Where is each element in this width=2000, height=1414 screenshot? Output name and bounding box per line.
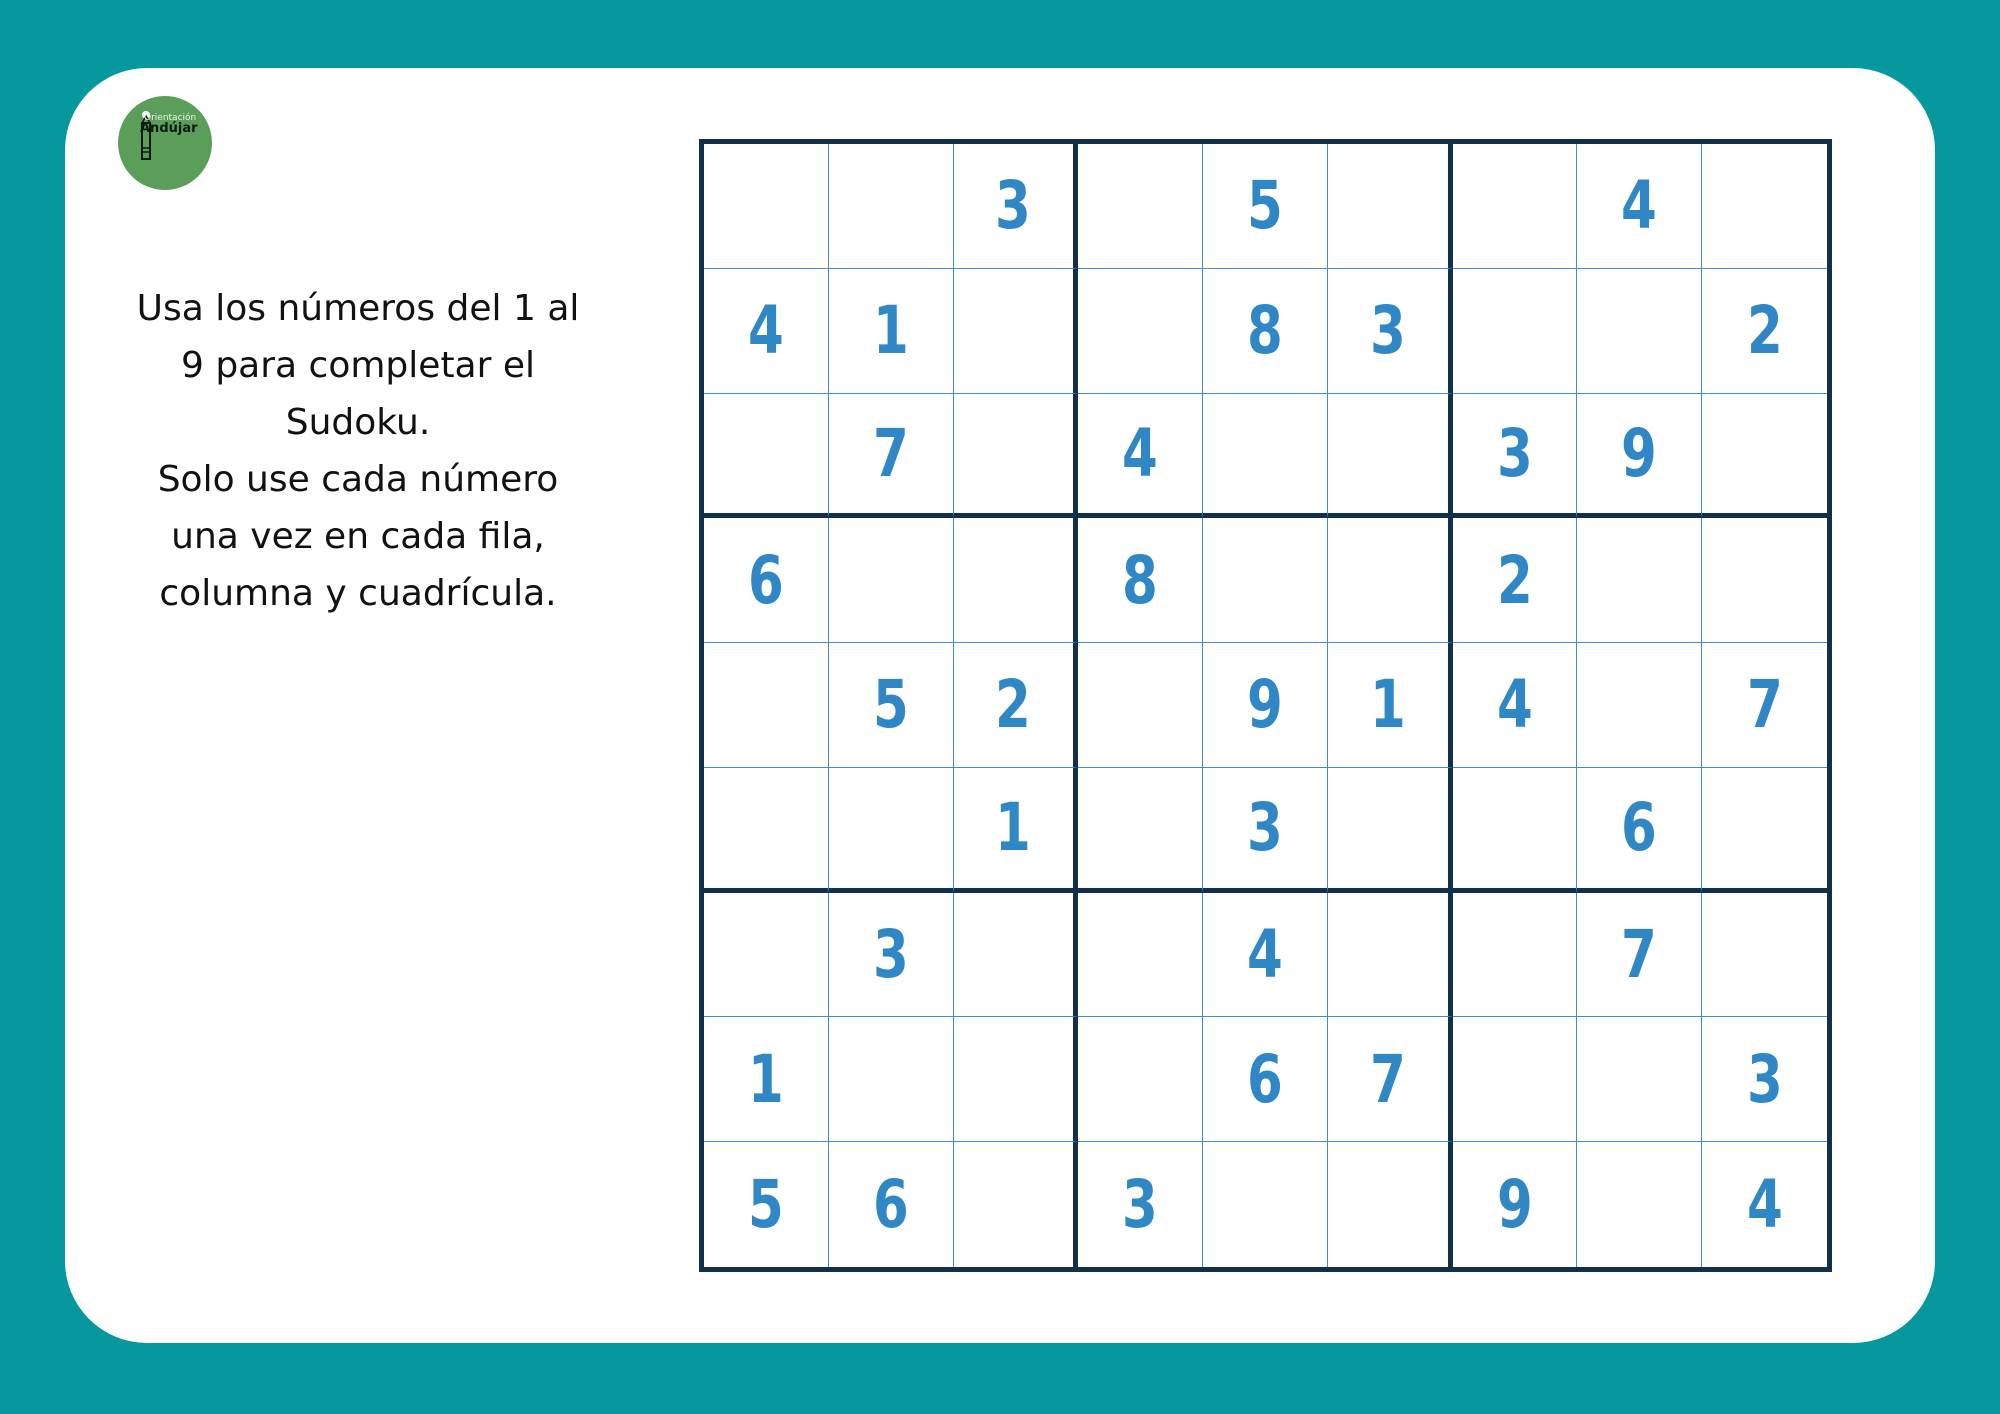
cell-digit: 7: [1621, 916, 1658, 994]
sudoku-empty-cell[interactable]: [954, 1142, 1079, 1267]
sudoku-given-cell: [1453, 394, 1578, 519]
cell-digit: 8: [1122, 541, 1159, 619]
sudoku-empty-cell[interactable]: [704, 643, 829, 768]
sudoku-given-cell: [1702, 643, 1827, 768]
cell-digit: 2: [1496, 541, 1533, 619]
cell-digit: 1: [995, 789, 1032, 867]
sudoku-given-cell: [829, 643, 954, 768]
cell-digit: 4: [1496, 666, 1533, 744]
sudoku-empty-cell[interactable]: [829, 144, 954, 269]
sudoku-given-cell: [1328, 643, 1453, 768]
cell-digit: 3: [1496, 414, 1533, 492]
logo-name: Andújar: [140, 121, 198, 136]
cell-digit: 3: [1746, 1040, 1783, 1118]
sudoku-empty-cell[interactable]: [1453, 768, 1578, 893]
cell-digit: 4: [1746, 1166, 1783, 1244]
cell-digit: 1: [1369, 666, 1406, 744]
sudoku-board: [699, 139, 1832, 1272]
logo-tagline: Orientación: [144, 113, 197, 123]
cell-digit: 4: [1122, 414, 1159, 492]
sudoku-empty-cell[interactable]: [1203, 394, 1328, 519]
sudoku-given-cell: [1078, 518, 1203, 643]
sudoku-empty-cell[interactable]: [1328, 394, 1453, 519]
sudoku-empty-cell[interactable]: [1577, 1017, 1702, 1142]
sudoku-empty-cell[interactable]: [1577, 1142, 1702, 1267]
sudoku-given-cell: [829, 394, 954, 519]
sudoku-empty-cell[interactable]: [1328, 1142, 1453, 1267]
cell-digit: 7: [1369, 1040, 1406, 1118]
cell-digit: 1: [747, 1040, 784, 1118]
cell-digit: 7: [872, 414, 909, 492]
sudoku-given-cell: [1702, 269, 1827, 394]
cell-digit: 4: [747, 292, 784, 370]
cell-digit: 3: [995, 167, 1032, 245]
sudoku-empty-cell[interactable]: [1577, 518, 1702, 643]
sudoku-empty-cell[interactable]: [829, 518, 954, 643]
cell-digit: 6: [747, 541, 784, 619]
instructions-text: [112, 280, 604, 622]
sudoku-given-cell: [1453, 1142, 1578, 1267]
sudoku-empty-cell[interactable]: [1078, 893, 1203, 1018]
sudoku-empty-cell[interactable]: [829, 768, 954, 893]
sudoku-empty-cell[interactable]: [1702, 768, 1827, 893]
sudoku-empty-cell[interactable]: [954, 893, 1079, 1018]
sudoku-given-cell: [1078, 1142, 1203, 1267]
sudoku-empty-cell[interactable]: [1702, 893, 1827, 1018]
cell-digit: 3: [1369, 292, 1406, 370]
sudoku-empty-cell[interactable]: [1702, 518, 1827, 643]
sudoku-given-cell: [1453, 643, 1578, 768]
sudoku-given-cell: [1702, 1017, 1827, 1142]
sudoku-given-cell: [954, 643, 1079, 768]
sudoku-given-cell: [1203, 144, 1328, 269]
sudoku-empty-cell[interactable]: [1328, 768, 1453, 893]
sudoku-given-cell: [1203, 1017, 1328, 1142]
sudoku-empty-cell[interactable]: [1702, 144, 1827, 269]
cell-digit: 6: [872, 1166, 909, 1244]
cell-digit: 3: [872, 916, 909, 994]
sudoku-given-cell: [1203, 269, 1328, 394]
cell-digit: 4: [1621, 167, 1658, 245]
instruction-line: Usa los números del 1 al: [136, 288, 580, 329]
cell-digit: 9: [1621, 414, 1658, 492]
sudoku-given-cell: [1577, 768, 1702, 893]
cell-digit: 5: [747, 1166, 784, 1244]
cell-digit: 6: [1247, 1040, 1283, 1118]
cell-digit: 9: [1496, 1166, 1533, 1244]
sudoku-empty-cell[interactable]: [1328, 144, 1453, 269]
sudoku-given-cell: [829, 1142, 954, 1267]
instruction-line: Solo use cada número: [157, 459, 559, 500]
sudoku-empty-cell[interactable]: [1078, 144, 1203, 269]
sudoku-given-cell: [1577, 394, 1702, 519]
sudoku-given-cell: [954, 768, 1079, 893]
sudoku-given-cell: [1078, 394, 1203, 519]
sudoku-given-cell: [829, 893, 954, 1018]
pencil-icon: [118, 96, 212, 190]
sudoku-given-cell: [704, 1017, 829, 1142]
sudoku-empty-cell[interactable]: [1702, 394, 1827, 519]
sudoku-empty-cell[interactable]: [1453, 269, 1578, 394]
cell-digit: 2: [995, 666, 1032, 744]
orientacion-andujar-logo: [118, 96, 212, 190]
cell-digit: 5: [872, 666, 909, 744]
sudoku-given-cell: [1702, 1142, 1827, 1267]
sudoku-empty-cell[interactable]: [1577, 269, 1702, 394]
sudoku-given-cell: [829, 269, 954, 394]
cell-digit: 1: [872, 292, 909, 370]
sudoku-given-cell: [1577, 144, 1702, 269]
cell-digit: 8: [1247, 292, 1283, 370]
sudoku-empty-cell[interactable]: [954, 518, 1079, 643]
sudoku-given-cell: [1577, 893, 1702, 1018]
cell-digit: 9: [1247, 666, 1283, 744]
sudoku-given-cell: [1203, 768, 1328, 893]
sudoku-empty-cell[interactable]: [1078, 643, 1203, 768]
instruction-line: una vez en cada fila,: [171, 516, 545, 557]
instruction-line: columna y cuadrícula.: [159, 573, 557, 614]
sudoku-given-cell: [1328, 269, 1453, 394]
sudoku-given-cell: [704, 1142, 829, 1267]
sudoku-empty-cell[interactable]: [1453, 893, 1578, 1018]
sudoku-empty-cell[interactable]: [1328, 518, 1453, 643]
sudoku-empty-cell[interactable]: [1203, 518, 1328, 643]
sudoku-empty-cell[interactable]: [704, 394, 829, 519]
cell-digit: 4: [1247, 916, 1283, 994]
sudoku-empty-cell[interactable]: [704, 893, 829, 1018]
instruction-line: 9 para completar el: [180, 345, 536, 386]
cell-digit: 3: [1247, 789, 1283, 867]
sudoku-given-cell: [1328, 1017, 1453, 1142]
sudoku-empty-cell[interactable]: [1078, 269, 1203, 394]
instruction-line: Sudoku.: [285, 402, 431, 443]
sudoku-empty-cell[interactable]: [1078, 1017, 1203, 1142]
cell-digit: 3: [1122, 1166, 1159, 1244]
sudoku-empty-cell[interactable]: [704, 768, 829, 893]
sudoku-empty-cell[interactable]: [954, 269, 1079, 394]
sudoku-empty-cell[interactable]: [1328, 893, 1453, 1018]
cell-digit: 5: [1247, 167, 1283, 245]
sudoku-empty-cell[interactable]: [1453, 1017, 1578, 1142]
sudoku-given-cell: [1453, 518, 1578, 643]
sudoku-empty-cell[interactable]: [829, 1017, 954, 1142]
sudoku-empty-cell[interactable]: [954, 394, 1079, 519]
cell-digit: 7: [1746, 666, 1783, 744]
sudoku-empty-cell[interactable]: [1577, 643, 1702, 768]
sudoku-given-cell: [1203, 643, 1328, 768]
sudoku-empty-cell[interactable]: [704, 144, 829, 269]
sudoku-given-cell: [1203, 893, 1328, 1018]
cell-digit: 6: [1621, 789, 1658, 867]
sudoku-empty-cell[interactable]: [1453, 144, 1578, 269]
sudoku-given-cell: [954, 144, 1079, 269]
sudoku-given-cell: [704, 518, 829, 643]
sudoku-empty-cell[interactable]: [954, 1017, 1079, 1142]
sudoku-empty-cell[interactable]: [1203, 1142, 1328, 1267]
sudoku-empty-cell[interactable]: [1078, 768, 1203, 893]
cell-digit: 2: [1746, 292, 1783, 370]
sudoku-given-cell: [704, 269, 829, 394]
